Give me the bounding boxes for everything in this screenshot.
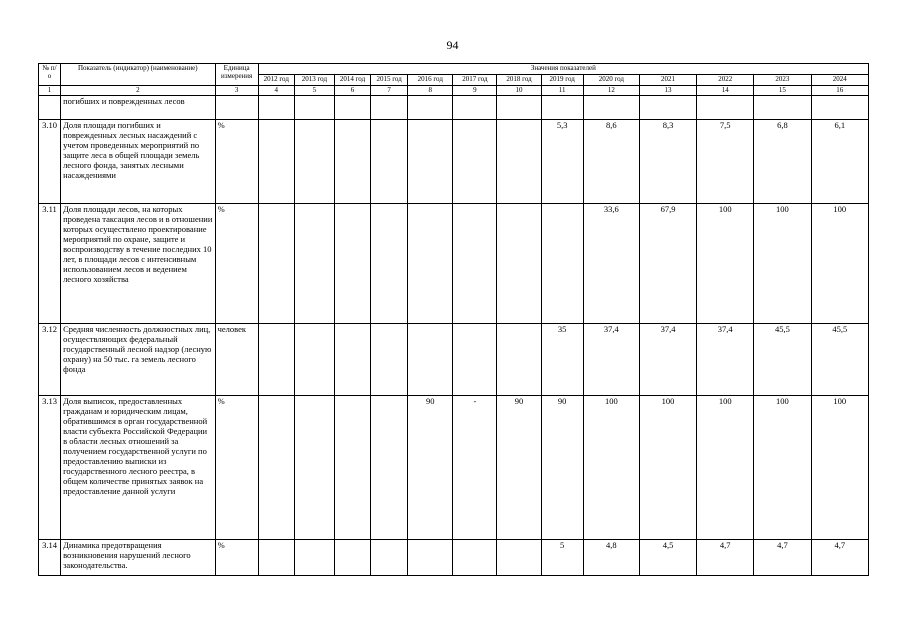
value-cell: 8,6: [583, 120, 639, 204]
header-year: 2017 год: [453, 75, 497, 86]
indicator-name: Доля выписок, предоставленных гражданам и юридическим лицам, обратившимся в орган государственной власти субъекта Российской Федерации в области лесных отношений за получением государственной услуги по предоставлению выписки из государственного лесного реестра, в общем количестве принятых заявок на предоставление данной услуги: [61, 396, 216, 540]
column-number: 8: [408, 86, 453, 96]
value-cell: 100: [811, 396, 869, 540]
value-cell: 37,4: [697, 324, 754, 396]
value-cell: [541, 96, 583, 120]
value-cell: 45,5: [754, 324, 811, 396]
value-cell: 35: [541, 324, 583, 396]
table-body: [39, 96, 869, 576]
value-cell: 7,5: [697, 120, 754, 204]
value-cell: [258, 396, 294, 540]
header-values-group: Значения показателей: [258, 64, 868, 75]
value-cell: [408, 120, 453, 204]
value-cell: [497, 96, 541, 120]
value-cell: [334, 204, 370, 324]
page-number: 94: [446, 38, 459, 52]
header-year: 2020 год: [583, 75, 639, 86]
value-cell: [408, 96, 453, 120]
header-year: 2023: [754, 75, 811, 86]
value-cell: [583, 96, 639, 120]
column-number: 10: [497, 86, 541, 96]
value-cell: [334, 540, 370, 576]
value-cell: [371, 396, 408, 540]
header-year: 2012 год: [258, 75, 294, 86]
value-cell: [408, 324, 453, 396]
value-cell: 4,8: [583, 540, 639, 576]
value-cell: [294, 540, 334, 576]
column-number: 12: [583, 86, 639, 96]
row-number: 3.12: [39, 324, 61, 396]
value-cell: [371, 540, 408, 576]
value-cell: [334, 324, 370, 396]
header-year: 2015 год: [371, 75, 408, 86]
table-row: [39, 324, 869, 396]
header-year: 2019 год: [541, 75, 583, 86]
value-cell: 100: [697, 396, 754, 540]
value-cell: 45,5: [811, 324, 869, 396]
value-cell: [811, 96, 869, 120]
value-cell: 100: [754, 204, 811, 324]
value-cell: 100: [583, 396, 639, 540]
value-cell: [371, 204, 408, 324]
value-cell: [408, 540, 453, 576]
value-cell: [258, 96, 294, 120]
unit-of-measure: %: [215, 120, 258, 204]
column-number: 2: [61, 86, 216, 96]
value-cell: [497, 120, 541, 204]
column-number: 6: [334, 86, 370, 96]
header-year: 2018 год: [497, 75, 541, 86]
value-cell: [258, 324, 294, 396]
unit-of-measure: [215, 96, 258, 120]
header-unit: Единица измерения: [215, 64, 258, 86]
column-number: 11: [541, 86, 583, 96]
header-year: 2013 год: [294, 75, 334, 86]
value-cell: [294, 120, 334, 204]
value-cell: [334, 120, 370, 204]
value-cell: [639, 96, 696, 120]
column-number: 1: [39, 86, 61, 96]
value-cell: [371, 120, 408, 204]
value-cell: [294, 324, 334, 396]
table-row: [39, 96, 869, 120]
value-cell: [408, 204, 453, 324]
table-row: [39, 396, 869, 540]
header-year: 2024: [811, 75, 869, 86]
value-cell: [334, 96, 370, 120]
value-cell: 37,4: [639, 324, 696, 396]
row-number: 3.13: [39, 396, 61, 540]
unit-of-measure: человек: [215, 324, 258, 396]
value-cell: 4,7: [811, 540, 869, 576]
row-number: 3.14: [39, 540, 61, 576]
table-row: [39, 204, 869, 324]
value-cell: 100: [639, 396, 696, 540]
value-cell: 90: [408, 396, 453, 540]
indicator-name: Средняя численность должностных лиц, осуществляющих федеральный государственный лесной надзор (лесную охрану) на 50 тыс. га земель лесного фонда: [61, 324, 216, 396]
value-cell: 100: [697, 204, 754, 324]
indicator-name: Динамика предотвращения возникновения нарушений лесного законодательства.: [61, 540, 216, 576]
value-cell: 90: [541, 396, 583, 540]
table-row: [39, 120, 869, 204]
value-cell: 5,3: [541, 120, 583, 204]
unit-of-measure: %: [215, 396, 258, 540]
value-cell: [453, 540, 497, 576]
value-cell: [294, 396, 334, 540]
header-year: 2014 год: [334, 75, 370, 86]
value-cell: 5: [541, 540, 583, 576]
row-number: 3.11: [39, 204, 61, 324]
value-cell: 6,8: [754, 120, 811, 204]
row-number: [39, 96, 61, 120]
indicators-table: [38, 63, 869, 576]
value-cell: [697, 96, 754, 120]
value-cell: -: [453, 396, 497, 540]
column-number: 4: [258, 86, 294, 96]
header-indicator: Показатель (индикатор) (наименование): [61, 64, 216, 86]
column-numbers-row: [39, 86, 869, 96]
column-number: 7: [371, 86, 408, 96]
value-cell: [453, 120, 497, 204]
value-cell: 6,1: [811, 120, 869, 204]
header-year: 2022: [697, 75, 754, 86]
row-number: 3.10: [39, 120, 61, 204]
value-cell: [497, 540, 541, 576]
value-cell: 8,3: [639, 120, 696, 204]
value-cell: [497, 324, 541, 396]
value-cell: [294, 204, 334, 324]
value-cell: 90: [497, 396, 541, 540]
indicator-name: Доля площади погибших и поврежденных лесных насаждений с учетом проведенных мероприятий по защите леса в общей площади земель лесного фонда, занятых лесными насаждениями: [61, 120, 216, 204]
header-year: 2021: [639, 75, 696, 86]
unit-of-measure: %: [215, 540, 258, 576]
header-num: № п/о: [39, 64, 61, 86]
column-number: 13: [639, 86, 696, 96]
value-cell: 37,4: [583, 324, 639, 396]
value-cell: [334, 396, 370, 540]
value-cell: 4,7: [697, 540, 754, 576]
value-cell: 100: [754, 396, 811, 540]
value-cell: [258, 540, 294, 576]
column-number: 16: [811, 86, 869, 96]
column-number: 5: [294, 86, 334, 96]
value-cell: [294, 96, 334, 120]
value-cell: 4,5: [639, 540, 696, 576]
table-row: [39, 540, 869, 576]
indicator-name: Доля площади лесов, на которых проведена таксация лесов и в отношении которых осуществлено проектирование мероприятий по охране, защите и воспроизводству в течение последних 10 лет, в площади лесов с интенсивным использованием лесов и ведением лесного хозяйства: [61, 204, 216, 324]
column-number: 3: [215, 86, 258, 96]
value-cell: 100: [811, 204, 869, 324]
value-cell: [258, 204, 294, 324]
column-number: 15: [754, 86, 811, 96]
header-year: 2016 год: [408, 75, 453, 86]
value-cell: 33,6: [583, 204, 639, 324]
column-number: 14: [697, 86, 754, 96]
value-cell: [258, 120, 294, 204]
value-cell: [453, 96, 497, 120]
indicator-name: погибших и поврежденных лесов: [61, 96, 216, 120]
unit-of-measure: %: [215, 204, 258, 324]
column-number: 9: [453, 86, 497, 96]
header-row-1: [39, 64, 869, 75]
value-cell: [754, 96, 811, 120]
value-cell: [497, 204, 541, 324]
value-cell: [541, 204, 583, 324]
value-cell: 4,7: [754, 540, 811, 576]
value-cell: [453, 324, 497, 396]
value-cell: [371, 96, 408, 120]
value-cell: [371, 324, 408, 396]
value-cell: 67,9: [639, 204, 696, 324]
value-cell: [453, 204, 497, 324]
